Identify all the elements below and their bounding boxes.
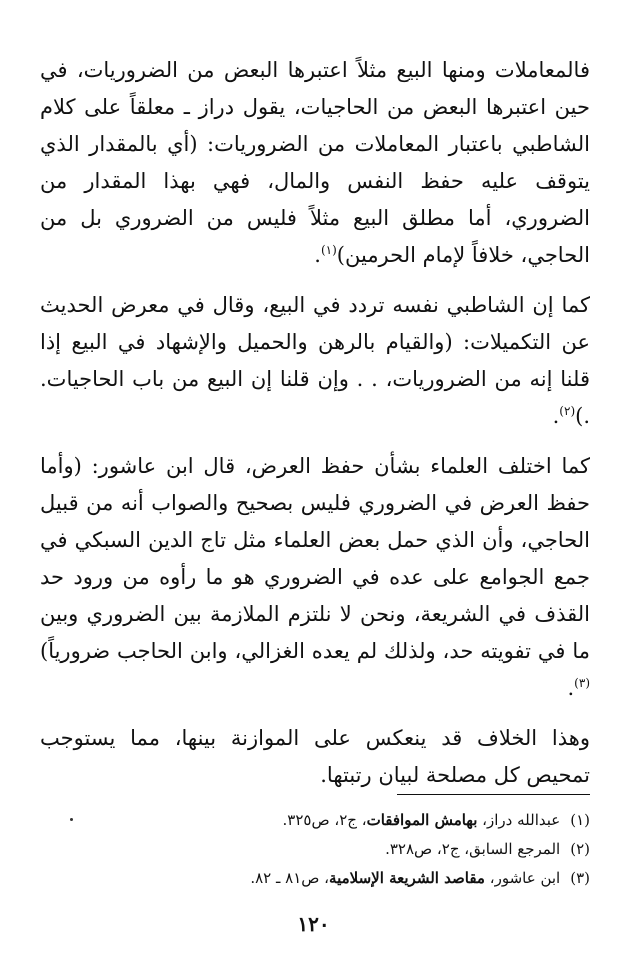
paragraph-text: فالمعاملات ومنها البيع مثلاً اعتبرها البعض من الضروريات، في حين اعتبرها البعض من الحاجيات، يقول دراز ـ معلقاً على كلام الشاطبي باعتبار المعاملات من الضروريات: (أي بالمقدار الذي يتوقف عليه حفظ النفس والمال، فهي بهذا المقدار من الضروري، أما مطلق البيع مثلاً فليس من الضروري بل من الحاجي، خلافاً لإمام الحرمين) [40,58,590,267]
page-number: ١٢٠ [297,912,330,936]
footnote-source-title: مقاصد الشريعة الإسلامية [329,869,485,887]
paragraph-end: . [567,676,575,700]
footnote-number: (٢) [570,840,590,858]
paragraph-end: . [314,243,321,267]
paragraph-1 [40,52,590,274]
footnote-1 [40,806,590,835]
footnote-ref: (٢) [559,404,576,418]
footnote-citation: ، ص٨١ ـ ٨٢. [250,869,330,887]
paragraph-4 [40,720,590,794]
paragraph-text: وهذا الخلاف قد ينعكس على الموازنة بينها، مما يستوجب تمحيص كل مصلحة لبيان رتبتها. [40,726,590,787]
paragraph-end: . [552,404,560,428]
paragraph-text: كما إن الشاطبي نفسه تردد في البيع، وقال في معرض الحديث عن التكميلات: (والقيام بالرهن والحميل والإشهاد في البيع إذا قلنا إنه من الضروريات، . . وإن قلنا إن البيع من باب الحاجيات. .) [40,293,590,428]
main-text [40,52,590,807]
footnote-source-title: بهامش الموافقات [366,811,478,829]
footnote-ref: (٣) [574,676,590,690]
footnote-number: (١) [570,811,590,829]
paragraph-text: كما اختلف العلماء بشأن حفظ العرض، قال ابن عاشور: (وأما حفظ العرض في الضروري فليس بصحيح والصواب أنه من قبيل الحاجي، وأن الذي حمل بعض العلماء مثل تاج الدين السبكي في جمع الجوامع على عده في الضروري هو ما رأوه من ورود حد القذف في الشريعة، ونحن لا نلتزم الملازمة بين الضروري وبين ما في تفويته حد، ولذلك لم يعده الغزالي، وابن الحاجب ضرورياً) [40,454,590,663]
paragraph-2 [40,287,590,435]
footnote-3 [40,864,590,893]
footnote-separator [397,794,590,795]
footnote-text: عبدالله دراز، [477,811,561,829]
footnote-number: (٣) [570,869,590,887]
footnote-ref: (١) [320,243,337,257]
footnote-text: ابن عاشور، [484,869,561,887]
footnote-citation: ، ج٢، ص٣٢٥. [282,811,367,829]
footnote-2 [40,835,590,864]
footnotes [40,806,590,893]
paragraph-3 [40,448,590,707]
footnote-text: المرجع السابق، ج٢، ص٣٢٨. [385,840,561,858]
